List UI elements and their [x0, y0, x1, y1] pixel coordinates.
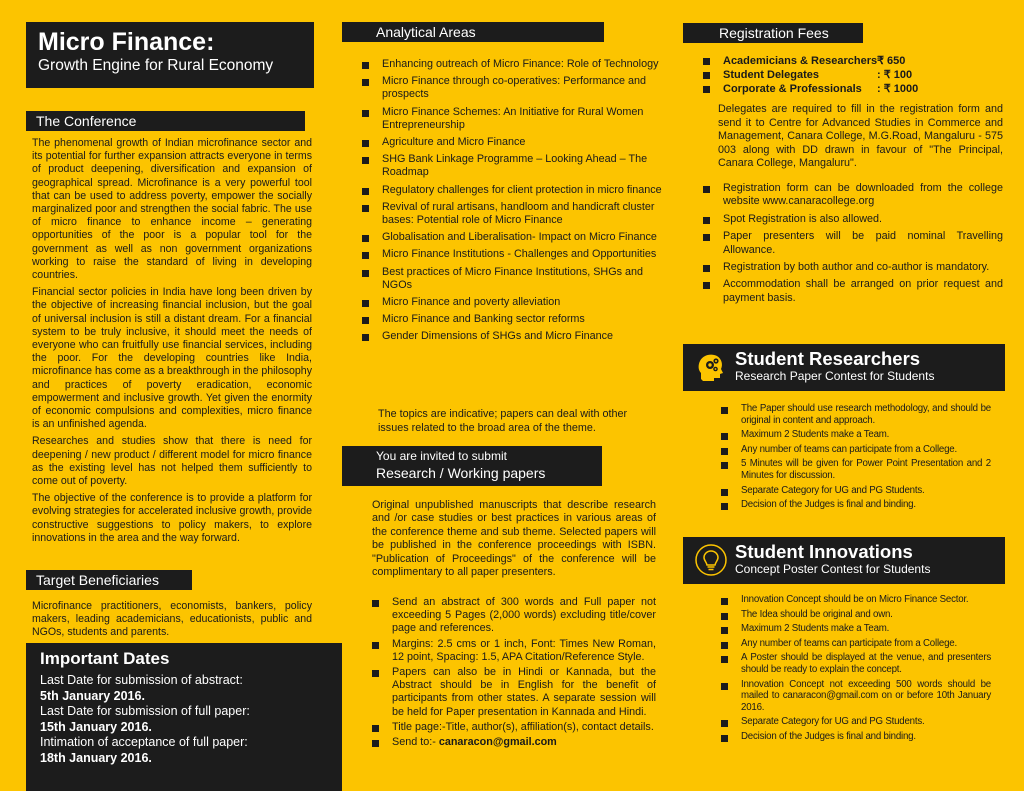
registration-paragraph: Delegates are required to fill in the registration form and send it to Centre for Advanced Studies in Commerce and Management, Canara College, M.G.Road, Mangaluru - 575 003 along with DD drawn in favour of "The Principal, Canara College, Mangaluru".: [718, 103, 1003, 170]
list-item: Title page:-Title, author(s), affiliation(s), contact details.: [370, 721, 656, 734]
list-item: Papers can also be in Hindi or Kannada, but the Abstract should be in English for the benefit of participants from other states. A separate session will be held for Paper presentation in Kannada and Hindi.: [370, 666, 656, 719]
bullet-square-icon: [362, 110, 369, 117]
list-item: Enhancing outreach of Micro Finance: Role of Technology: [360, 58, 662, 71]
student-innovations-banner: [683, 537, 1005, 584]
conference-para-4: The objective of the conference is to provide a platform for evolving strategies for accelerated inclusive growth, provide constructive suggestions to policy makers, to explore innovations in the area and the way forward.: [32, 492, 312, 544]
beneficiaries-body: [32, 600, 312, 644]
bullet-square-icon: [721, 627, 728, 634]
bullet-square-icon: [721, 642, 728, 649]
bullet-square-icon: [362, 79, 369, 86]
bullet-square-icon: [362, 140, 369, 147]
bullet-square-icon: [721, 735, 728, 742]
list-item: [370, 736, 656, 749]
registration-heading: Registration Fees: [683, 23, 863, 43]
lightbulb-icon: [695, 544, 727, 576]
list-item: SHG Bank Linkage Programme – Looking Ahead – The Roadmap: [360, 153, 662, 179]
list-item: Decision of the Judges is final and binding.: [719, 731, 991, 743]
bullet-square-icon: [703, 234, 710, 241]
list-item: A Poster should be displayed at the venue, and presenters should be ready to explain the concept.: [719, 652, 991, 675]
list-item: Regulatory challenges for client protection in micro finance: [360, 184, 662, 197]
list-item: The Paper should use research methodology, and should be original in content and approach.: [719, 403, 991, 426]
list-item: Separate Category for UG and PG Students.: [719, 716, 991, 728]
bullet-square-icon: [703, 265, 710, 272]
date-label: Last Date for submission of full paper:: [40, 704, 250, 718]
bullet-square-icon: [721, 656, 728, 663]
bullet-square-icon: [703, 217, 710, 224]
bullet-square-icon: [372, 670, 379, 677]
fee-label: Academicians & Researchers :: [723, 55, 884, 67]
student-researchers-heading: Student Researchers: [735, 348, 921, 369]
bullet-square-icon: [703, 86, 710, 93]
fee-row: [701, 54, 1001, 68]
list-item: Decision of the Judges is final and binding.: [719, 499, 991, 511]
student-researchers-banner: [683, 344, 1005, 391]
list-item: Gender Dimensions of SHGs and Micro Finance: [360, 330, 662, 343]
bullet-square-icon: [362, 235, 369, 242]
student-innovations-heading: Student Innovations: [735, 541, 913, 562]
fee-row: [701, 82, 1001, 96]
column-right: [683, 0, 1024, 791]
invitation-paragraph: Original unpublished manuscripts that describe research and /or case studies or best practices in various areas of the conference theme and sub theme. Selected papers will be published in the conference proceedings with ISBN. "Publication of Proceedings" of the conference will be complimentary to all paper presenters.: [372, 499, 656, 579]
list-item: Innovation Concept should be on Micro Finance Sector.: [719, 594, 991, 606]
bullet-square-icon: [721, 613, 728, 620]
fee-row: [701, 68, 1001, 82]
bullet-square-icon: [721, 407, 728, 414]
list-item: Maximum 2 Students make a Team.: [719, 623, 991, 635]
send-to-label: Send to:-: [392, 736, 436, 749]
date-label: Intimation of acceptance of full paper:: [40, 735, 248, 749]
bullet-square-icon: [362, 270, 369, 277]
conference-para-3: Researches and studies show that there is need for deepening / new product / different model for micro finance as the existing level has not helped them sufficiently to come out of poverty.: [32, 435, 312, 488]
important-dates: [26, 643, 342, 791]
bullet-square-icon: [703, 58, 710, 65]
list-item: Separate Category for UG and PG Students.: [719, 485, 991, 497]
list-item: Best practices of Micro Finance Institutions, SHGs and NGOs: [360, 266, 662, 292]
bullet-square-icon: [703, 72, 710, 79]
conference-para-1: The phenomenal growth of Indian microfinance sector and its potential for further expansion attracts everyone in terms of product deepening, diversification and expansion of geographical spread. Microfinance is a very powerful tool that can be used to address poverty, empower the socially marginalized poor and strengthen the social fabric. The use of micro finance to enhance income – generating opportunities of the poor is a popular tool for the government as well as non government organizations working to raise the standard of living in developing countries.: [32, 137, 312, 282]
list-item: Any number of teams can participate from a College.: [719, 444, 991, 456]
fees-list: [701, 54, 1001, 96]
list-item: Spot Registration is also allowed.: [701, 213, 1003, 226]
list-item: Globalisation and Liberalisation- Impact on Micro Finance: [360, 231, 662, 244]
list-item: Accommodation shall be arranged on prior request and payment basis.: [701, 278, 1003, 305]
fee-value: : ₹ 1000: [877, 83, 919, 95]
fee-value: : ₹ 100: [877, 69, 913, 81]
bullet-square-icon: [721, 489, 728, 496]
bullet-square-icon: [362, 252, 369, 259]
bullet-square-icon: [372, 600, 379, 607]
bullet-square-icon: [362, 157, 369, 164]
list-item: Send an abstract of 300 words and Full paper not exceeding 5 Pages (2,000 words) excluding title/cover page and references.: [370, 596, 656, 636]
bullet-square-icon: [372, 725, 379, 732]
student-researchers-list: [719, 403, 991, 514]
list-item: Revival of rural artisans, handloom and handicraft cluster bases: Potential role of Micro Finance: [360, 201, 662, 227]
fee-label: Corporate & Professionals: [723, 83, 862, 95]
head-gears-icon: [695, 351, 727, 383]
send-to-email[interactable]: canaracon@gmail.com: [438, 736, 557, 749]
beneficiaries-heading: Target Beneficiaries: [26, 570, 192, 590]
fee-value: ₹ 650: [877, 55, 906, 67]
column-middle: [342, 0, 674, 791]
column-left: [0, 0, 330, 791]
analytical-areas-heading: Analytical Areas: [342, 22, 604, 42]
bullet-square-icon: [721, 720, 728, 727]
analytical-areas-list: [360, 58, 662, 348]
list-item: Micro Finance Schemes: An Initiative for Rural Women Entrepreneurship: [360, 106, 662, 132]
bullet-square-icon: [362, 205, 369, 212]
list-item: The Idea should be original and own.: [719, 609, 991, 621]
important-dates-heading: Important Dates: [40, 649, 170, 668]
bullet-square-icon: [721, 503, 728, 510]
student-innovations-subheading: Concept Poster Contest for Students: [735, 562, 931, 576]
list-item: Micro Finance and Banking sector reforms: [360, 313, 662, 326]
invitation-line-1: You are invited to submit: [376, 449, 507, 463]
invitation-banner: [342, 446, 602, 486]
list-item: Any number of teams can participate from a College.: [719, 638, 991, 650]
list-item: 5 Minutes will be given for Power Point Presentation and 2 Minutes for discussion.: [719, 458, 991, 481]
list-item: Micro Finance Institutions - Challenges and Opportunities: [360, 248, 662, 261]
brochure-title: [26, 22, 314, 88]
beneficiaries-text: Microfinance practitioners, economists, bankers, policy makers, leading academicians, educationists, public and NGOs, students and parents.: [32, 600, 312, 639]
registration-notes: [701, 182, 1003, 309]
bullet-square-icon: [362, 334, 369, 341]
date-value: 5th January 2016.: [40, 688, 145, 703]
list-item: Registration by both author and co-author is mandatory.: [701, 261, 1003, 274]
date-value: 18th January 2016.: [40, 750, 152, 765]
bullet-square-icon: [362, 317, 369, 324]
bullet-square-icon: [372, 740, 379, 747]
bullet-square-icon: [362, 300, 369, 307]
list-item: Innovation Concept not exceeding 500 words should be mailed to canaracon@gmail.com on or before 10th January 2016.: [719, 679, 991, 714]
date-label: Last Date for submission of abstract:: [40, 673, 243, 687]
bullet-square-icon: [721, 433, 728, 440]
bullet-square-icon: [372, 642, 379, 649]
bullet-square-icon: [362, 62, 369, 69]
bullet-square-icon: [362, 188, 369, 195]
bullet-square-icon: [703, 186, 710, 193]
list-item: Registration form can be downloaded from the college website www.canaracollege.org: [701, 182, 1003, 209]
bullet-square-icon: [721, 598, 728, 605]
title-subtitle: Growth Engine for Rural Economy: [38, 57, 274, 74]
list-item: Micro Finance and poverty alleviation: [360, 296, 662, 309]
list-item: Agriculture and Micro Finance: [360, 136, 662, 149]
bullet-square-icon: [703, 282, 710, 289]
conference-body: [32, 137, 312, 549]
invitation-line-2: Research / Working papers: [376, 465, 546, 481]
fee-label: Student Delegates: [723, 69, 819, 81]
bullet-square-icon: [721, 683, 728, 690]
list-item: Maximum 2 Students make a Team.: [719, 429, 991, 441]
list-item: Paper presenters will be paid nominal Travelling Allowance.: [701, 230, 1003, 257]
date-value: 15th January 2016.: [40, 719, 152, 734]
analytical-areas-note: The topics are indicative; papers can deal with other issues related to the broad area of the theme.: [378, 408, 628, 434]
title-main: Micro Finance:: [38, 28, 215, 56]
list-item: Micro Finance through co-operatives: Performance and prospects: [360, 75, 662, 101]
student-innovations-list: [719, 594, 991, 746]
conference-heading: The Conference: [26, 111, 305, 131]
student-researchers-subheading: Research Paper Contest for Students: [735, 369, 935, 383]
bullet-square-icon: [721, 448, 728, 455]
bullet-square-icon: [721, 462, 728, 469]
conference-para-2: Financial sector policies in India have long been driven by the objective of increasing financial inclusion, but the goal of universal inclusion is still a distant dream. For a financial system to be truly inclusive, it should meet the needs of everyone who can fruitfully use financial services, including the poor. For the developing countries like India, microfinance has come as a breakthrough in the philosophy and practices of poverty eradication, economic empowerment and inclusive growth. Yet given the enormity of economic compulsions and complexities, micro finance is an unfinished agenda.: [32, 286, 312, 431]
submission-guidelines-list: [370, 596, 656, 751]
list-item: Margins: 2.5 cms or 1 inch, Font: Times New Roman, 12 point, Spacing: 1.5, APA Citation/Reference Style.: [370, 638, 656, 664]
